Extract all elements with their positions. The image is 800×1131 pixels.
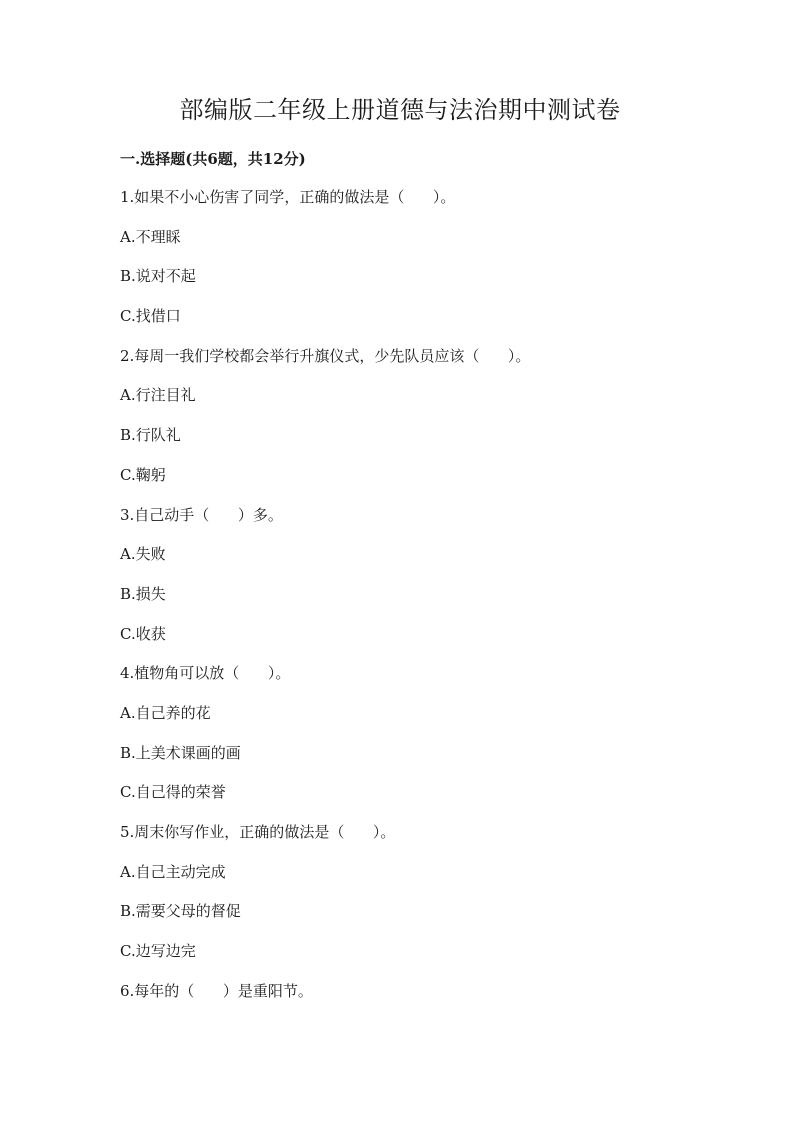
question-5-option-a: A.自己主动完成 xyxy=(120,862,226,881)
question-3-option-a: A.失败 xyxy=(120,545,166,564)
section-heading: 一.选择题(共6题，共12分) xyxy=(120,150,306,168)
question-stem-2: 2.每周一我们学校都会举行升旗仪式，少先队员应该（ ）。 xyxy=(120,346,531,365)
question-2-option-a: A.行注目礼 xyxy=(120,386,196,405)
question-stem-3: 3.自己动手（ ）多。 xyxy=(120,505,283,524)
question-3-option-b: B.损失 xyxy=(120,584,166,603)
question-1-option-b: B.说对不起 xyxy=(120,267,196,286)
question-4-option-c: C.自己得的荣誉 xyxy=(120,783,226,802)
question-1-option-c: C.找借口 xyxy=(120,307,181,326)
question-stem-6: 6.每年的（ ）是重阳节。 xyxy=(120,981,313,1000)
question-5-option-c: C.边写边完 xyxy=(120,942,196,961)
question-list xyxy=(120,185,700,1018)
question-stem-5: 5.周末你写作业，正确的做法是（ ）。 xyxy=(120,823,396,841)
page-title: 部编版二年级上册道德与法治期中测试卷 xyxy=(179,96,621,124)
question-4-option-b: B.上美术课画的画 xyxy=(120,743,241,762)
question-stem-4: 4.植物角可以放（ ）。 xyxy=(120,664,291,683)
question-4-option-a: A.自己养的花 xyxy=(120,703,211,722)
question-stem-1: 1.如果不小心伤害了同学，正确的做法是（ ）。 xyxy=(120,188,456,206)
question-3-option-c: C.收获 xyxy=(120,624,166,643)
question-1-option-a: A.不理睬 xyxy=(120,227,181,246)
question-2-option-c: C.鞠躬 xyxy=(120,465,166,484)
question-5-option-b: B.需要父母的督促 xyxy=(120,902,241,921)
question-2-option-b: B.行队礼 xyxy=(120,426,181,445)
